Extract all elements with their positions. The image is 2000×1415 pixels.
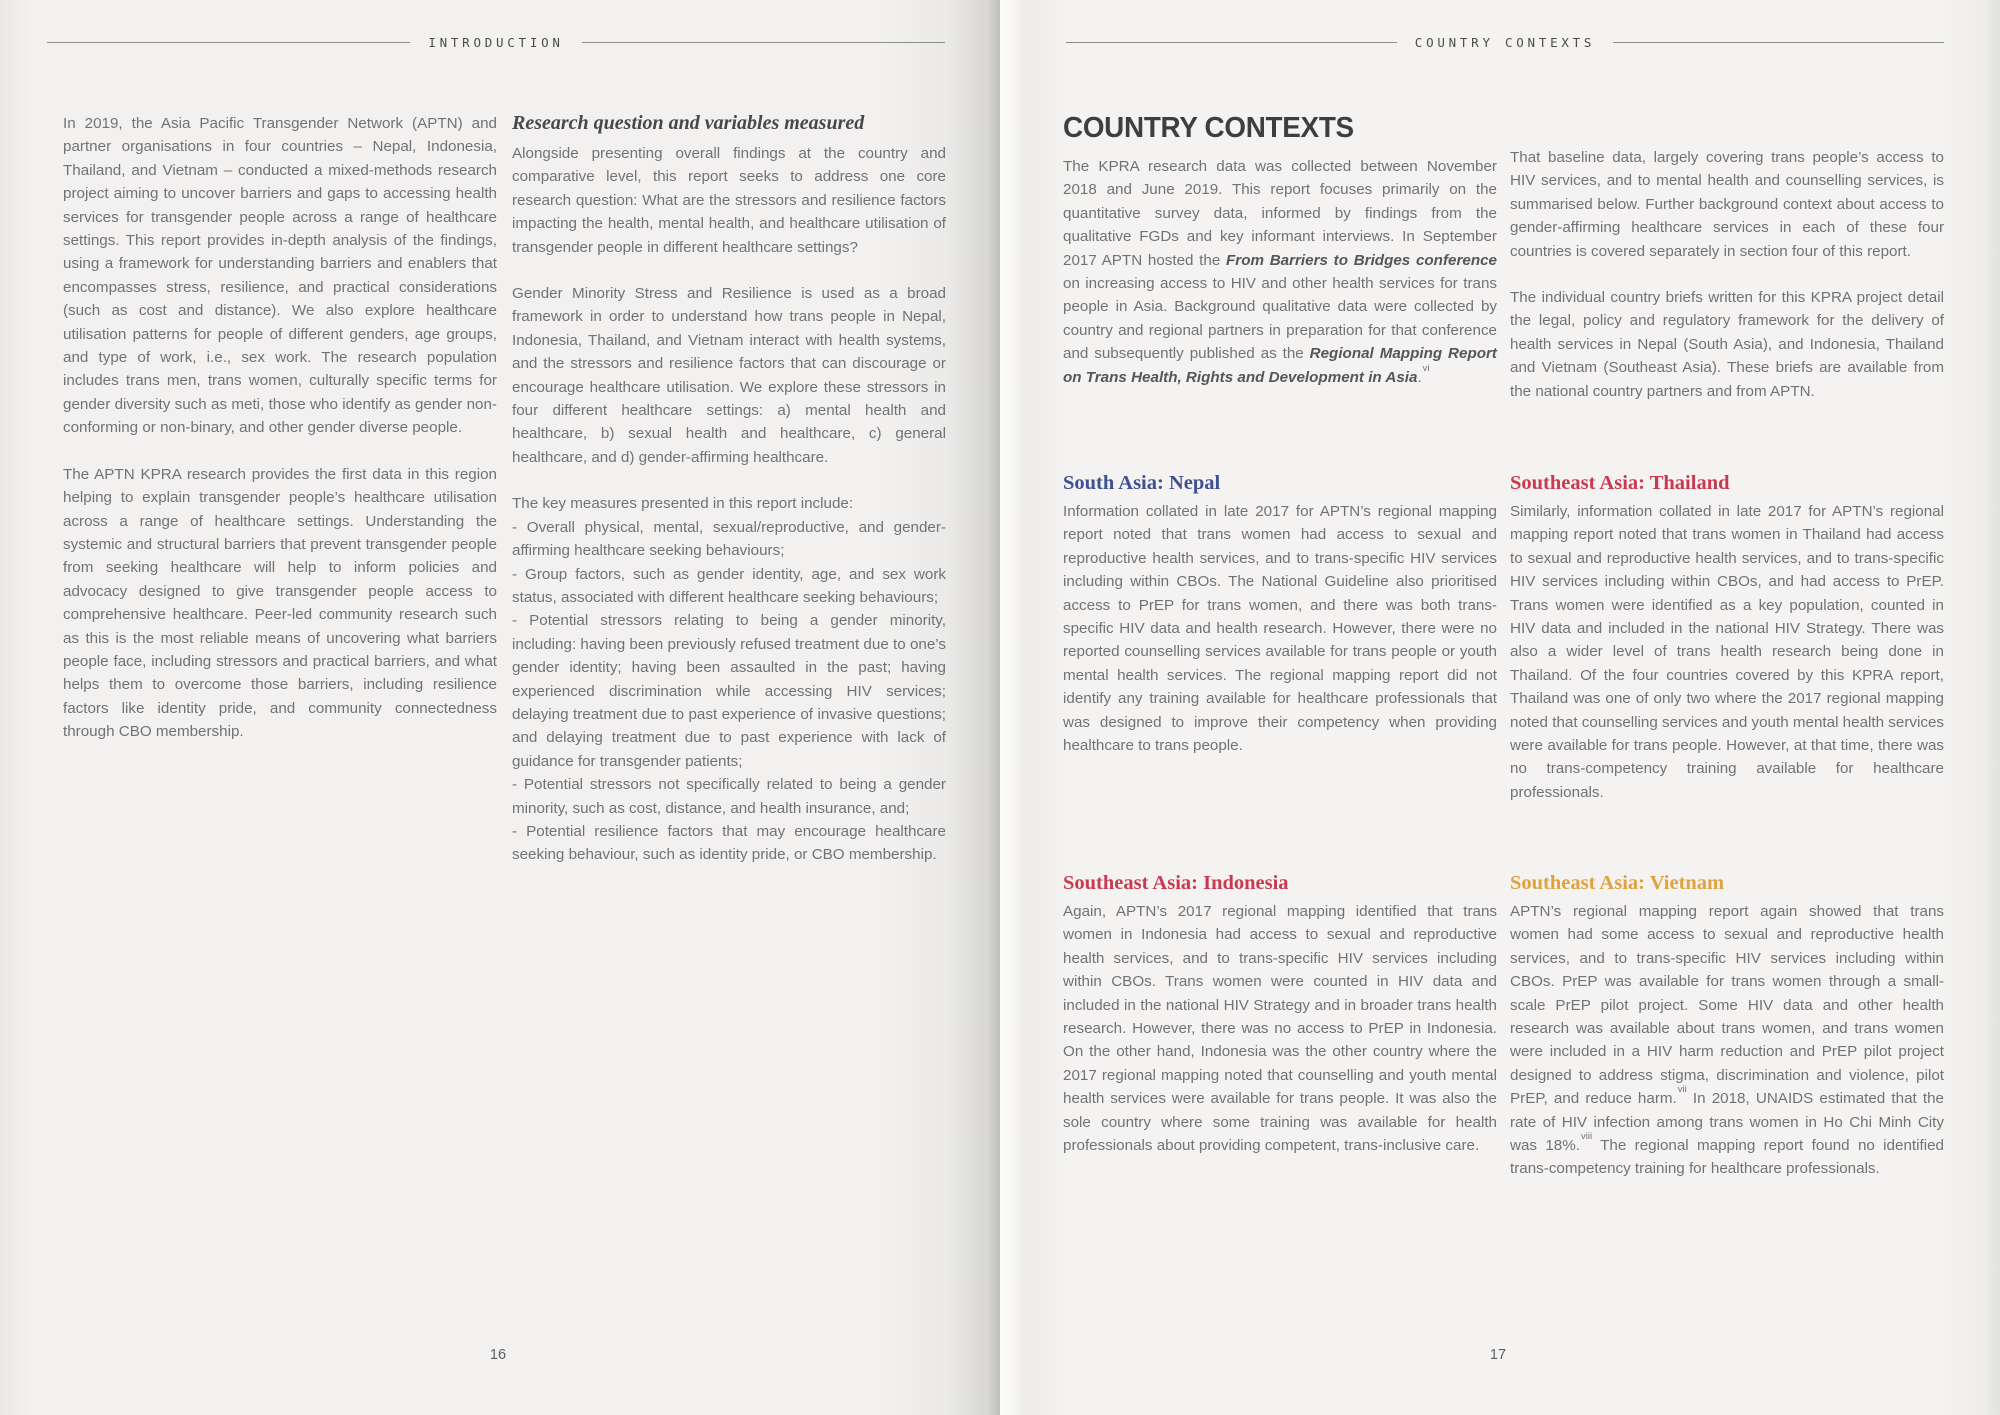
list-item: - Overall physical, mental, sexual/reproductive, and gender-affirming healthcare seeking behaviours;	[512, 518, 946, 560]
research-question-heading: Research question and variables measured	[512, 112, 865, 134]
page-title: COUNTRY CONTEXTS	[1063, 112, 1354, 144]
section-vietnam	[1510, 872, 1944, 1204]
header-rule-left	[47, 42, 410, 43]
header-rule-right	[582, 42, 945, 43]
indonesia-heading: Southeast Asia: Indonesia	[1063, 872, 1289, 894]
indonesia-paragraph: Again, APTN’s 2017 regional mapping identified that trans women in Indonesia had access to sexual and reproductive health services, and to trans-specific HIV services including within CBOs. Trans women were counted in HIV data and included in the national HIV Strategy and in broader trans health research. However, there was no access to PrEP in Indonesia. On the other hand, Indonesia was the other country where the 2017 regional mapping noted that counselling and youth mental health services were available for trans people. It was also the sole country where some training was available for health professionals about providing competent, trans-inclusive care.	[1063, 903, 1497, 1155]
nepal-paragraph: Information collated in late 2017 for APTN’s regional mapping report noted that trans women had access to sexual and reproductive health services, and to trans-specific HIV services including within CBOs. The National Guideline also prioritised access to PrEP for trans women, and there was both trans-specific HIV data and health research. However, there were no reported counselling services available for trans people or youth mental health services. The regional mapping report did not identify any training available for healthcare professionals that was designed to improve their competency when providing healthcare to trans people.	[1063, 503, 1497, 755]
list-item: - Potential stressors relating to being a gender minority, including: having been previously refused treatment due to one’s gender identity; having been assaulted in the past; having experienced discrimination while accessing HIV services; delaying treatment due to past experience of invasive questions; and delaying treatment due to past experience with lack of guidance for transgender patients;	[512, 612, 946, 770]
research-question-paragraph: Alongside presenting overall findings at the country and comparative level, this report seeks to address one core research question: What are the stressors and resilience factors impacting the health, mental health, and healthcare utilisation of transgender people in different healthcare settings?	[512, 145, 946, 256]
section-nepal	[1063, 472, 1497, 780]
running-header-label: COUNTRY CONTEXTS	[1414, 34, 1596, 50]
left-page-number: 16	[489, 1347, 507, 1363]
kpra-intro-paragraph: The KPRA research data was collected between November 2018 and June 2019. This report focuses primarily on the quantitative survey data, informed by findings from the qualitative FGDs and key informant interviews. In September 2017 APTN hosted the From Barriers to Bridges conference on increasing access to HIV and other health services for trans people in Asia. Background qualitative data were collected by country and regional partners in preparation for that conference and subsequently published as the Regional Mapping Report on Trans Health, Rights and Development in Asia.$^{vi}$	[1063, 158, 1497, 386]
list-item: - Potential stressors not specifically related to being a gender minority, such as cost, distance, and health insurance, and;	[512, 776, 946, 817]
vietnam-heading: Southeast Asia: Vietnam	[1510, 872, 1725, 894]
left-page-column-1	[63, 112, 497, 767]
vietnam-paragraph: APTN’s regional mapping report again showed that trans women had some access to sexual and reproductive health services, and to trans-specific HIV services including within CBOs. PrEP was available for trans women through a small-scale PrEP pilot project. Some HIV data and other health research was available about trans women, and trans women were included in a HIV harm reduction and PrEP pilot project designed to address stigma, discrimination and violence, pilot PrEP, and reduce harm.$^{vii}$ In 2018, UNAIDS estimated that the rate of HIV infection among trans women in Ho Chi Minh City was 18%.$^{viii}$ The regional mapping report found no identified trans-competency training for healthcare professionals.	[1510, 903, 1944, 1178]
header-rule-left	[1066, 42, 1397, 43]
baseline-data-paragraph: That baseline data, largely covering trans people’s access to HIV services, and to mental health and counselling services, is summarised below. Further background context about access to gender-affirming healthcare services in each of these four countries is covered separately in section four of this report.	[1510, 149, 1944, 260]
key-measures-intro: The key measures presented in this report include:	[512, 495, 854, 513]
thailand-paragraph: Similarly, information collated in late 2017 for APTN’s regional mapping report noted that trans women in Thailand had access to sexual and reproductive health services, and to trans-specific HIV services including within CBOs, and had access to PrEP. Trans women were identified as a key population, counted in HIV data and included in the national HIV Strategy. There was also a wider level of trans health research being done in Thailand. Of the four countries covered by this KPRA report, Thailand was one of only two where the 2017 regional mapping noted that counselling services and youth mental health services were available for trans people. However, at that time, there was no trans-competency training available for healthcare professionals.	[1510, 503, 1944, 801]
left-page-column-2	[512, 112, 946, 867]
list-item: - Group factors, such as gender identity, age, and sex work status, associated with different healthcare seeking behaviours;	[512, 565, 946, 606]
framework-paragraph: Gender Minority Stress and Resilience is used as a broad framework in order to understand how trans people in Nepal, Indonesia, Thailand, and Vietnam interact with health systems, and the stressors and resilience factors that can discourage or encourage healthcare utilisation. We explore these stressors in four different healthcare settings: a) mental health and healthcare, b) sexual health and healthcare, c) general healthcare, and d) gender-affirming healthcare.	[512, 285, 946, 466]
right-running-header	[1066, 30, 1944, 54]
country-briefs-paragraph: The individual country briefs written for this KPRA project detail the legal, policy and regulatory framework for the delivery of health services in Nepal (South Asia), and Indonesia, Thailand and Vietnam (Southeast Asia). These briefs are available from the national country partners and from APTN.	[1510, 289, 1944, 400]
section-thailand	[1510, 472, 1944, 827]
nepal-heading: South Asia: Nepal	[1063, 472, 1221, 494]
intro-paragraph-2: The APTN KPRA research provides the first data in this region helping to explain transgender people’s healthcare utilisation across a range of healthcare settings. Understanding the systemic and structural barriers that prevent transgender people from seeking healthcare will help to inform policies and advocacy designed to give transgender people access to comprehensive healthcare. Peer-led community research such as this is the most reliable means of uncovering what barriers people face, including stressors and practical barriers, and what helps them to overcome those barriers, including resilience factors like identity pride, and community connectedness through CBO membership.	[63, 465, 497, 741]
left-running-header	[47, 30, 945, 54]
right-page-column-2	[1510, 146, 1944, 426]
thailand-heading: Southeast Asia: Thailand	[1510, 472, 1730, 494]
right-page-column-1	[1063, 112, 1497, 412]
running-header-label: INTRODUCTION	[428, 34, 564, 50]
section-indonesia	[1063, 872, 1497, 1180]
right-page-number: 17	[1489, 1347, 1507, 1363]
right-page	[1000, 0, 2000, 1415]
intro-paragraph-1: In 2019, the Asia Pacific Transgender Network (APTN) and partner organisations in four countries – Nepal, Indonesia, Thailand, and Vietnam – conducted a mixed-methods research project aiming to uncover barriers and gaps to accessing health services for transgender people across a range of healthcare settings. This report provides in-depth analysis of the findings, using a framework for understanding barriers and enablers that encompasses stress, resilience, and practical considerations (such as cost and distance). We also explore healthcare utilisation patterns for people of different genders, age groups, and type of work, i.e., sex work. The research population includes trans men, trans women, culturally specific terms for gender diversity such as meti, those who identify as gender non-conforming or non-binary, and other gender diverse people.	[63, 115, 497, 437]
header-rule-right	[1613, 42, 1944, 43]
list-item: - Potential resilience factors that may encourage healthcare seeking behaviour, such as identity pride, or CBO membership.	[512, 822, 946, 864]
